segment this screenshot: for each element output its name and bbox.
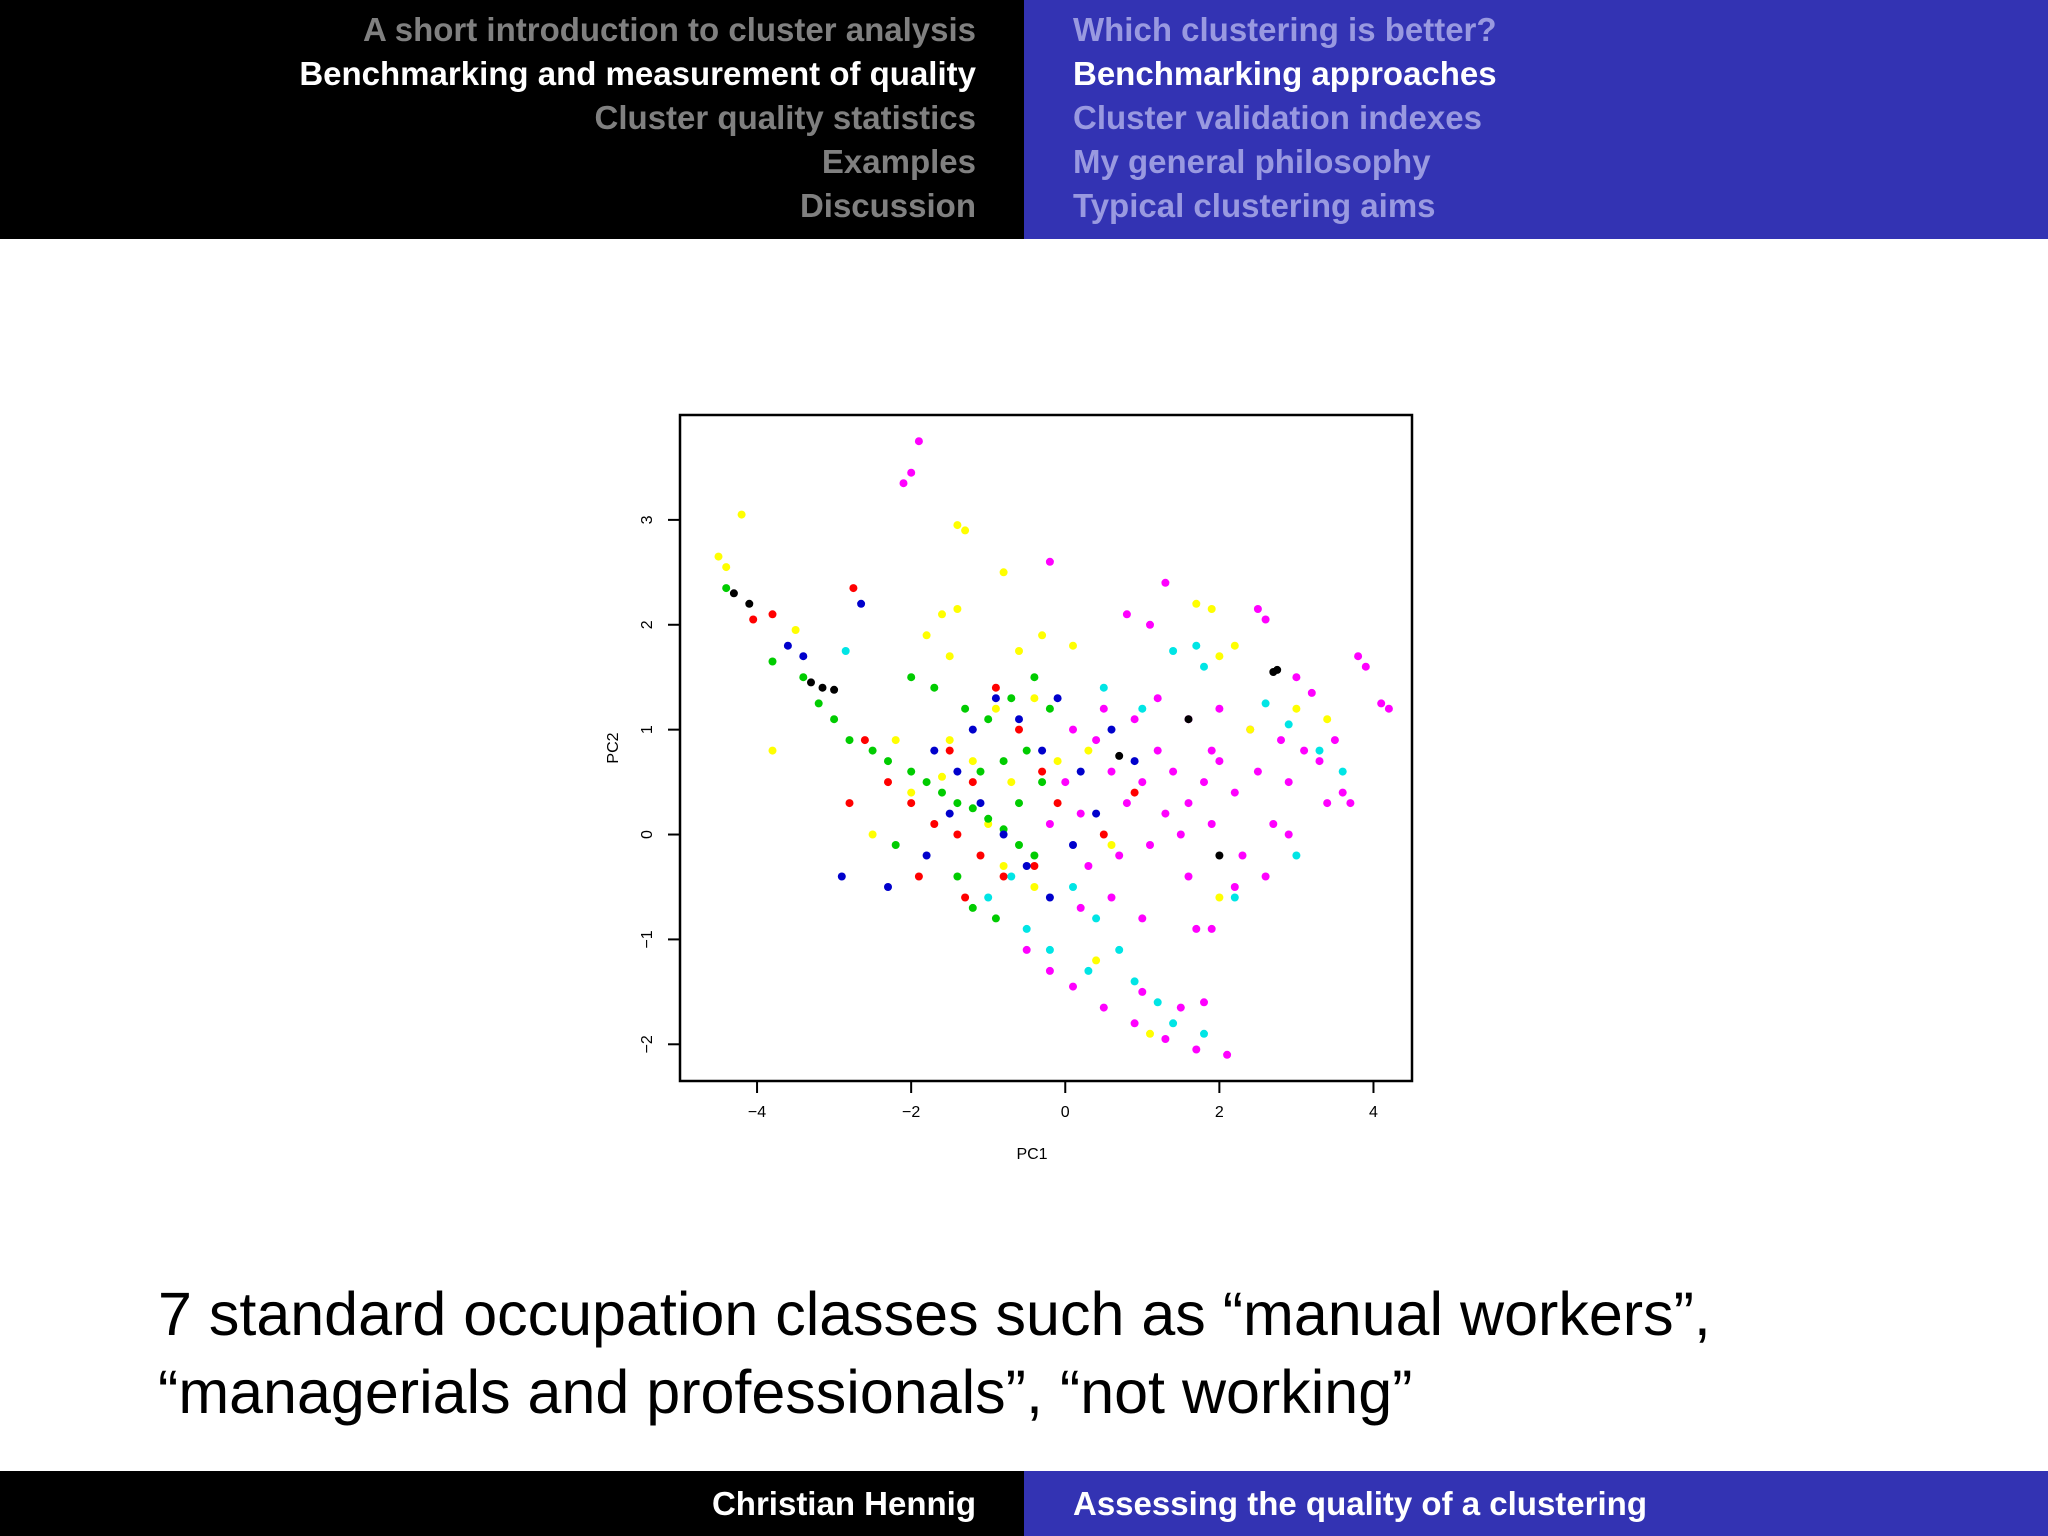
data-point bbox=[1061, 778, 1069, 786]
data-point bbox=[1046, 967, 1054, 975]
data-point bbox=[1316, 757, 1324, 765]
data-point bbox=[992, 684, 1000, 692]
y-tick-label: 2 bbox=[639, 620, 656, 630]
subsection-link-philosophy[interactable]: My general philosophy bbox=[1073, 143, 1431, 180]
data-point bbox=[1015, 647, 1023, 655]
data-point bbox=[1015, 841, 1023, 849]
footer-title-box bbox=[1024, 1471, 2048, 1536]
section-link-benchmarking[interactable]: Benchmarking and measurement of quality bbox=[299, 55, 976, 92]
data-point bbox=[1215, 894, 1223, 902]
data-point bbox=[722, 563, 730, 571]
data-point bbox=[1362, 663, 1370, 671]
data-point bbox=[907, 673, 915, 681]
data-point bbox=[1285, 778, 1293, 786]
data-point bbox=[799, 652, 807, 660]
data-point bbox=[1192, 1046, 1200, 1054]
data-point bbox=[1123, 610, 1131, 618]
subsection-link-clustering-aims[interactable]: Typical clustering aims bbox=[1073, 187, 1436, 224]
subsection-link-which-better[interactable]: Which clustering is better? bbox=[1073, 11, 1497, 48]
data-point bbox=[1000, 873, 1008, 881]
data-point bbox=[884, 757, 892, 765]
data-point bbox=[1069, 883, 1077, 891]
data-point bbox=[1131, 1019, 1139, 1027]
data-point bbox=[892, 736, 900, 744]
data-point bbox=[1007, 778, 1015, 786]
data-point bbox=[1015, 715, 1023, 723]
data-point bbox=[807, 678, 815, 686]
data-point bbox=[1154, 694, 1162, 702]
data-point bbox=[1262, 873, 1270, 881]
data-point bbox=[1146, 1030, 1154, 1038]
data-point bbox=[1030, 883, 1038, 891]
data-point bbox=[1308, 689, 1316, 697]
data-point bbox=[1108, 894, 1116, 902]
data-point bbox=[992, 914, 1000, 922]
data-point bbox=[1138, 778, 1146, 786]
data-point bbox=[946, 747, 954, 755]
data-point bbox=[1108, 841, 1116, 849]
data-point bbox=[819, 684, 827, 692]
data-point bbox=[1131, 977, 1139, 985]
data-point bbox=[1000, 862, 1008, 870]
data-point bbox=[892, 841, 900, 849]
data-point bbox=[1038, 631, 1046, 639]
data-point bbox=[1231, 883, 1239, 891]
data-point bbox=[953, 799, 961, 807]
caption-line-1: 7 standard occupation classes such as “manual workers”, bbox=[158, 1280, 1711, 1348]
data-point bbox=[884, 778, 892, 786]
data-point bbox=[1154, 998, 1162, 1006]
data-point bbox=[1154, 747, 1162, 755]
data-point bbox=[830, 715, 838, 723]
data-point bbox=[869, 747, 877, 755]
data-point bbox=[1038, 778, 1046, 786]
data-point bbox=[1161, 579, 1169, 587]
footer-title: Assessing the quality of a clustering bbox=[1073, 1485, 1647, 1522]
data-point bbox=[1200, 663, 1208, 671]
data-point bbox=[842, 647, 850, 655]
data-point bbox=[1030, 852, 1038, 860]
data-point bbox=[1377, 699, 1385, 707]
data-point bbox=[838, 873, 846, 881]
data-point bbox=[1000, 757, 1008, 765]
subsection-link-benchmarking-approaches[interactable]: Benchmarking approaches bbox=[1073, 55, 1497, 92]
y-tick-label: −2 bbox=[639, 1035, 656, 1054]
x-tick-label: 0 bbox=[1060, 1104, 1070, 1121]
data-point bbox=[1069, 841, 1077, 849]
data-point bbox=[1092, 956, 1100, 964]
data-point bbox=[1138, 914, 1146, 922]
data-point bbox=[722, 584, 730, 592]
data-point bbox=[1100, 831, 1108, 839]
footer-author-box bbox=[0, 1471, 1024, 1536]
data-point bbox=[953, 521, 961, 529]
data-point bbox=[1030, 694, 1038, 702]
data-point bbox=[1223, 1051, 1231, 1059]
data-point bbox=[946, 810, 954, 818]
data-point bbox=[1300, 747, 1308, 755]
data-point bbox=[1273, 666, 1281, 674]
y-tick-label: 1 bbox=[639, 725, 656, 735]
data-point bbox=[1069, 726, 1077, 734]
data-point bbox=[930, 820, 938, 828]
data-point bbox=[1200, 778, 1208, 786]
data-point bbox=[1385, 705, 1393, 713]
data-point bbox=[1115, 946, 1123, 954]
pca-scatter-figure bbox=[580, 400, 1440, 1190]
data-point bbox=[1215, 852, 1223, 860]
data-point bbox=[1030, 673, 1038, 681]
data-point bbox=[1185, 799, 1193, 807]
data-point bbox=[1084, 862, 1092, 870]
data-point bbox=[815, 699, 823, 707]
data-point bbox=[1131, 789, 1139, 797]
data-point bbox=[1015, 799, 1023, 807]
data-point bbox=[1100, 1004, 1108, 1012]
data-point bbox=[961, 526, 969, 534]
data-point bbox=[1146, 841, 1154, 849]
x-tick-label: −4 bbox=[747, 1104, 767, 1121]
data-point bbox=[1069, 642, 1077, 650]
data-point bbox=[1054, 757, 1062, 765]
data-point bbox=[907, 789, 915, 797]
data-point bbox=[1208, 925, 1216, 933]
data-point bbox=[1138, 988, 1146, 996]
data-point bbox=[769, 610, 777, 618]
data-point bbox=[1262, 616, 1270, 624]
data-point bbox=[1023, 862, 1031, 870]
data-point bbox=[799, 673, 807, 681]
data-point bbox=[969, 804, 977, 812]
data-point bbox=[977, 852, 985, 860]
data-point bbox=[969, 778, 977, 786]
data-point bbox=[849, 584, 857, 592]
data-point bbox=[1054, 799, 1062, 807]
data-point bbox=[1146, 621, 1154, 629]
data-point bbox=[953, 768, 961, 776]
data-point bbox=[1331, 736, 1339, 744]
data-point bbox=[1077, 904, 1085, 912]
data-point bbox=[946, 652, 954, 660]
data-point bbox=[1108, 726, 1116, 734]
data-point bbox=[1007, 694, 1015, 702]
data-point bbox=[961, 894, 969, 902]
y-tick-label: 3 bbox=[639, 515, 656, 525]
section-link-introduction[interactable]: A short introduction to cluster analysis bbox=[362, 11, 976, 48]
data-point bbox=[769, 747, 777, 755]
slide-caption bbox=[158, 1275, 1958, 1431]
data-point bbox=[884, 883, 892, 891]
data-point bbox=[1161, 810, 1169, 818]
data-point bbox=[1246, 726, 1254, 734]
data-point bbox=[1077, 768, 1085, 776]
y-axis-label: PC2 bbox=[605, 732, 622, 764]
data-point bbox=[784, 642, 792, 650]
data-point bbox=[1215, 757, 1223, 765]
data-point bbox=[946, 736, 954, 744]
data-point bbox=[1254, 605, 1262, 613]
data-point bbox=[907, 768, 915, 776]
data-point bbox=[1092, 914, 1100, 922]
data-point bbox=[1030, 862, 1038, 870]
data-point bbox=[1208, 605, 1216, 613]
data-point bbox=[730, 589, 738, 597]
data-point bbox=[969, 757, 977, 765]
data-point bbox=[857, 600, 865, 608]
data-point bbox=[1177, 1004, 1185, 1012]
data-point bbox=[1100, 684, 1108, 692]
data-point bbox=[846, 736, 854, 744]
data-point bbox=[1346, 799, 1354, 807]
data-point bbox=[1339, 789, 1347, 797]
data-point bbox=[1323, 799, 1331, 807]
data-point bbox=[1269, 820, 1277, 828]
data-point bbox=[1138, 705, 1146, 713]
data-point bbox=[846, 799, 854, 807]
data-point bbox=[1239, 852, 1247, 860]
data-point bbox=[915, 873, 923, 881]
data-point bbox=[953, 873, 961, 881]
data-point bbox=[745, 600, 753, 608]
data-point bbox=[1169, 1019, 1177, 1027]
data-point bbox=[1208, 820, 1216, 828]
data-point bbox=[938, 789, 946, 797]
data-point bbox=[1046, 558, 1054, 566]
data-point bbox=[915, 437, 923, 445]
data-point bbox=[977, 768, 985, 776]
data-point bbox=[1084, 747, 1092, 755]
y-tick-label: −1 bbox=[639, 930, 656, 949]
data-point bbox=[1100, 705, 1108, 713]
x-tick-label: 2 bbox=[1214, 1104, 1224, 1121]
data-point bbox=[930, 684, 938, 692]
data-point bbox=[969, 726, 977, 734]
data-point bbox=[953, 605, 961, 613]
data-point bbox=[869, 831, 877, 839]
data-point bbox=[900, 479, 908, 487]
data-point bbox=[1215, 652, 1223, 660]
data-point bbox=[1192, 600, 1200, 608]
data-point bbox=[1262, 699, 1270, 707]
data-point bbox=[984, 715, 992, 723]
data-point bbox=[1000, 831, 1008, 839]
data-point bbox=[1185, 873, 1193, 881]
data-point bbox=[930, 747, 938, 755]
data-point bbox=[953, 831, 961, 839]
data-point bbox=[1285, 831, 1293, 839]
data-point bbox=[923, 852, 931, 860]
data-point bbox=[1292, 852, 1300, 860]
data-point bbox=[1231, 789, 1239, 797]
header-bar bbox=[0, 0, 2048, 239]
data-point bbox=[984, 815, 992, 823]
data-point bbox=[992, 694, 1000, 702]
section-link-discussion[interactable]: Discussion bbox=[799, 187, 976, 224]
section-link-examples[interactable]: Examples bbox=[821, 143, 976, 180]
data-point bbox=[1177, 831, 1185, 839]
data-point bbox=[769, 658, 777, 666]
data-point bbox=[1161, 1035, 1169, 1043]
data-point bbox=[938, 773, 946, 781]
data-point bbox=[1023, 925, 1031, 933]
data-point bbox=[984, 894, 992, 902]
data-point bbox=[1115, 752, 1123, 760]
data-point bbox=[1292, 705, 1300, 713]
data-point bbox=[923, 631, 931, 639]
section-link-quality-statistics[interactable]: Cluster quality statistics bbox=[594, 99, 976, 136]
data-point bbox=[1277, 736, 1285, 744]
data-point bbox=[1000, 568, 1008, 576]
points-layer bbox=[715, 437, 1393, 1059]
data-point bbox=[938, 610, 946, 618]
data-point bbox=[1023, 747, 1031, 755]
data-point bbox=[715, 553, 723, 561]
data-point bbox=[749, 616, 757, 624]
data-point bbox=[1200, 998, 1208, 1006]
data-point bbox=[1254, 768, 1262, 776]
data-point bbox=[1069, 983, 1077, 991]
data-point bbox=[923, 778, 931, 786]
data-point bbox=[1192, 642, 1200, 650]
subsection-link-validation-indexes[interactable]: Cluster validation indexes bbox=[1073, 99, 1482, 136]
data-point bbox=[1131, 757, 1139, 765]
scatter-plot bbox=[580, 400, 1440, 1190]
data-point bbox=[1292, 673, 1300, 681]
data-point bbox=[1015, 726, 1023, 734]
data-point bbox=[1215, 705, 1223, 713]
data-point bbox=[1185, 715, 1193, 723]
data-point bbox=[830, 686, 838, 694]
data-point bbox=[792, 626, 800, 634]
data-point bbox=[1046, 820, 1054, 828]
data-point bbox=[1323, 715, 1331, 723]
data-point bbox=[977, 799, 985, 807]
data-point bbox=[1084, 967, 1092, 975]
section-nav bbox=[0, 0, 1024, 239]
data-point bbox=[1231, 642, 1239, 650]
footer-author: Christian Hennig bbox=[711, 1485, 976, 1522]
data-point bbox=[1054, 694, 1062, 702]
data-point bbox=[1285, 720, 1293, 728]
data-point bbox=[1192, 925, 1200, 933]
data-point bbox=[1108, 768, 1116, 776]
data-point bbox=[1046, 946, 1054, 954]
data-point bbox=[961, 705, 969, 713]
data-point bbox=[1007, 873, 1015, 881]
data-point bbox=[1339, 768, 1347, 776]
data-point bbox=[907, 799, 915, 807]
data-point bbox=[1023, 946, 1031, 954]
data-point bbox=[1169, 768, 1177, 776]
x-tick-label: −2 bbox=[902, 1104, 921, 1121]
data-point bbox=[969, 904, 977, 912]
data-point bbox=[1354, 652, 1362, 660]
caption-line-2: “managerials and professionals”, “not working” bbox=[158, 1358, 1413, 1426]
subsection-nav bbox=[1024, 0, 2048, 239]
data-point bbox=[861, 736, 869, 744]
data-point bbox=[1046, 705, 1054, 713]
data-point bbox=[1131, 715, 1139, 723]
data-point bbox=[738, 511, 746, 519]
data-point bbox=[1092, 810, 1100, 818]
data-point bbox=[1038, 768, 1046, 776]
data-point bbox=[1123, 799, 1131, 807]
data-point bbox=[1038, 747, 1046, 755]
data-point bbox=[1208, 747, 1216, 755]
y-tick-label: 0 bbox=[639, 830, 656, 839]
data-point bbox=[1316, 747, 1324, 755]
data-point bbox=[1046, 894, 1054, 902]
data-point bbox=[992, 705, 1000, 713]
data-point bbox=[1077, 810, 1085, 818]
x-tick-label: 4 bbox=[1369, 1104, 1378, 1121]
x-axis-label: PC1 bbox=[1016, 1146, 1048, 1163]
data-point bbox=[1200, 1030, 1208, 1038]
data-point bbox=[1092, 736, 1100, 744]
data-point bbox=[1169, 647, 1177, 655]
data-point bbox=[1115, 852, 1123, 860]
data-point bbox=[1231, 894, 1239, 902]
data-point bbox=[907, 469, 915, 477]
footer-bar bbox=[0, 1471, 2048, 1536]
